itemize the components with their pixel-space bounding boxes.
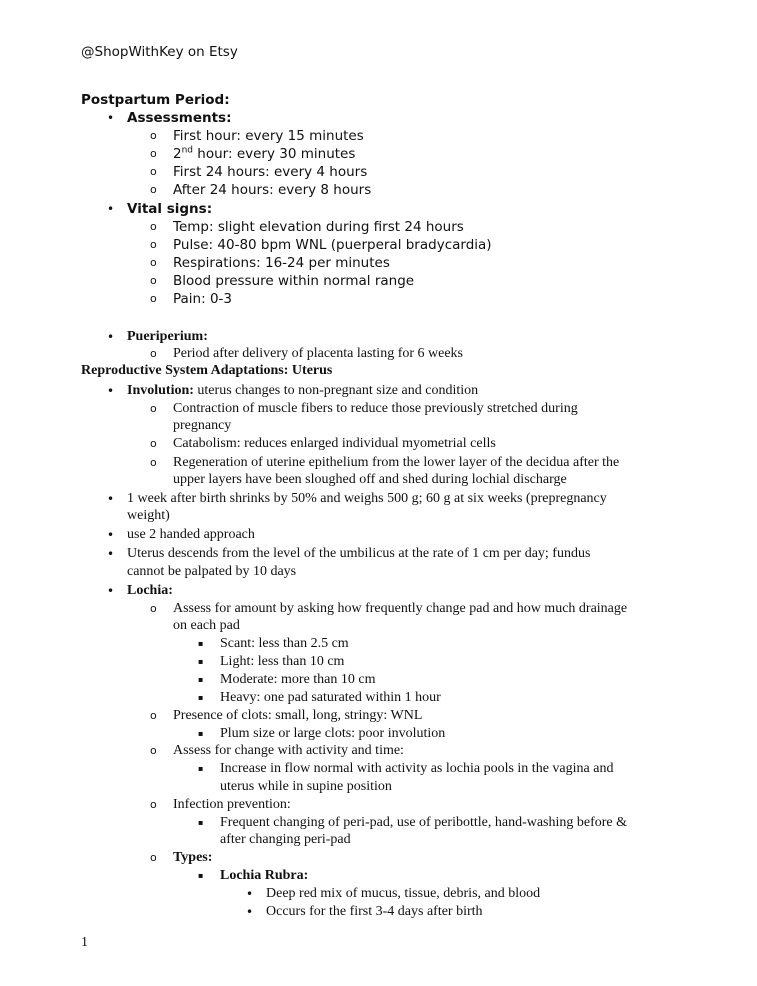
- list-item: Pain: 0-3: [173, 291, 233, 307]
- list-item-continued: after changing peri-pad: [220, 832, 351, 847]
- list-item: Frequent changing of peri-pad, use of peribottle, hand-washing before &: [220, 815, 628, 830]
- circle-marker: o: [150, 709, 157, 722]
- square-marker: ▪: [198, 818, 204, 827]
- list-item: Temp: slight elevation during first 24 hours: [173, 219, 464, 235]
- square-marker: ▪: [198, 693, 204, 702]
- involution-line: Involution: uterus changes to non-pregnant size and condition: [127, 383, 479, 398]
- list-item: Regeneration of uterine epithelium from the lower layer of the decidua after the: [173, 455, 620, 470]
- bullet-marker: •: [107, 584, 115, 598]
- list-item: 2nd hour: every 30 minutes: [173, 145, 356, 162]
- list-item: Occurs for the first 3-4 days after birth: [266, 904, 483, 919]
- circle-marker: o: [150, 129, 157, 142]
- circle-marker: o: [150, 274, 157, 287]
- circle-marker: o: [150, 402, 157, 415]
- list-item-continued: upper layers have been sloughed off and shed during lochial discharge: [173, 472, 567, 487]
- list-item: Increase in flow normal with activity as lochia pools in the vagina and: [220, 761, 614, 776]
- list-item: Catabolism: reduces enlarged individual myometrial cells: [173, 436, 496, 451]
- circle-marker: o: [150, 147, 157, 160]
- list-item: Infection prevention:: [173, 797, 291, 812]
- list-item: Presence of clots: small, long, stringy: WNL: [173, 708, 423, 723]
- list-item: Blood pressure within normal range: [173, 273, 415, 289]
- section-title-uterus: Reproductive System Adaptations: Uterus: [81, 363, 333, 378]
- circle-marker: o: [150, 347, 157, 360]
- bullet-marker: •: [107, 492, 115, 506]
- list-item: First 24 hours: every 4 hours: [173, 164, 368, 180]
- list-item: Plum size or large clots: poor involution: [220, 726, 446, 741]
- bullet-marker: •: [246, 887, 254, 901]
- bullet-marker: •: [107, 528, 115, 542]
- circle-marker: o: [150, 437, 157, 450]
- list-item: Heavy: one pad saturated within 1 hour: [220, 690, 441, 705]
- list-item: Deep red mix of mucus, tissue, debris, and blood: [266, 886, 541, 901]
- circle-marker: o: [150, 602, 157, 615]
- square-marker: ▪: [198, 871, 204, 880]
- list-item: Light: less than 10 cm: [220, 654, 345, 669]
- list-item-continued: on each pad: [173, 618, 240, 633]
- list-item: 1 week after birth shrinks by 50% and weighs 500 g; 60 g at six weeks (prepregnancy: [127, 491, 607, 506]
- list-item-continued: pregnancy: [173, 418, 232, 433]
- list-item: Uterus descends from the level of the umbilicus at the rate of 1 cm per day; fundus: [127, 546, 591, 561]
- square-marker: ▪: [198, 729, 204, 738]
- bullet-marker: •: [107, 384, 115, 398]
- circle-marker: o: [150, 183, 157, 196]
- lochia-rubra-heading: Lochia Rubra:: [220, 868, 309, 883]
- vital-signs-heading: Vital signs:: [127, 201, 213, 217]
- circle-marker: o: [150, 456, 157, 469]
- puerperium-heading: Pueriperium:: [127, 329, 208, 344]
- list-item: Contraction of muscle fibers to reduce those previously stretched during: [173, 401, 578, 416]
- square-marker: ▪: [198, 675, 204, 684]
- bullet-marker: •: [107, 111, 115, 125]
- square-marker: ▪: [198, 657, 204, 666]
- circle-marker: o: [150, 165, 157, 178]
- page-number: 1: [81, 935, 88, 950]
- types-heading: Types:: [173, 850, 213, 865]
- list-item: Assess for amount by asking how frequently change pad and how much drainage: [173, 601, 628, 616]
- list-item: Assess for change with activity and time:: [173, 743, 404, 758]
- list-item: use 2 handed approach: [127, 527, 255, 542]
- list-item-continued: uterus while in supine position: [220, 779, 392, 794]
- page-header: @ShopWithKey on Etsy: [81, 44, 238, 60]
- circle-marker: o: [150, 256, 157, 269]
- circle-marker: o: [150, 292, 157, 305]
- bullet-marker: •: [246, 905, 254, 919]
- assessments-heading: Assessments:: [127, 110, 232, 126]
- list-item-continued: cannot be palpated by 10 days: [127, 564, 297, 579]
- list-item: Scant: less than 2.5 cm: [220, 636, 349, 651]
- bullet-marker: •: [107, 202, 115, 216]
- bullet-marker: •: [107, 330, 115, 344]
- section-title-postpartum: Postpartum Period:: [81, 92, 230, 108]
- list-item: Pulse: 40-80 bpm WNL (puerperal bradycardia): [173, 237, 492, 253]
- circle-marker: o: [150, 238, 157, 251]
- list-item: Period after delivery of placenta lasting for 6 weeks: [173, 346, 464, 361]
- list-item: First hour: every 15 minutes: [173, 128, 364, 144]
- square-marker: ▪: [198, 639, 204, 648]
- circle-marker: o: [150, 798, 157, 811]
- list-item: Moderate: more than 10 cm: [220, 672, 376, 687]
- list-item-continued: weight): [127, 508, 170, 523]
- lochia-heading: Lochia:: [127, 583, 173, 598]
- list-item: After 24 hours: every 8 hours: [173, 182, 372, 198]
- circle-marker: o: [150, 851, 157, 864]
- circle-marker: o: [150, 744, 157, 757]
- list-item: Respirations: 16-24 per minutes: [173, 255, 390, 271]
- bullet-marker: •: [107, 547, 115, 561]
- circle-marker: o: [150, 220, 157, 233]
- square-marker: ▪: [198, 764, 204, 773]
